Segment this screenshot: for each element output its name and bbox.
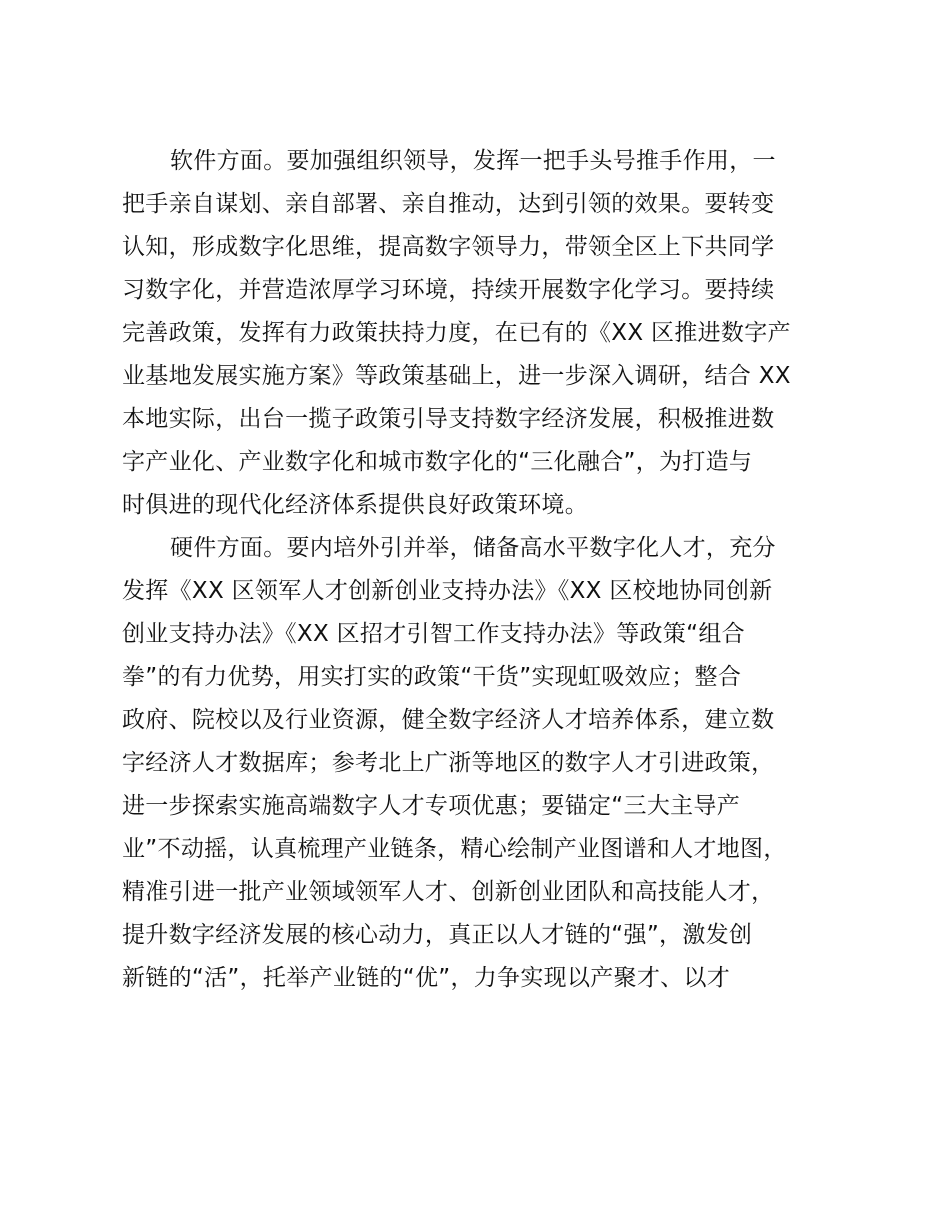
paragraph-software: [122, 140, 834, 527]
paragraph-hardware: [122, 527, 834, 1000]
text-line: 本地实际，出台一揽子政策引导支持数字经济发展，积极推进数: [122, 406, 775, 432]
text-line: 进一步探索实施高端数字人才专项优惠；要锚定“三大主导产: [122, 793, 741, 819]
text-line: 拳”的有力优势，用实打实的政策“干货”实现虹吸效应；整合: [122, 664, 742, 690]
text-line: 把手亲自谋划、亲自部署、亲自推动，达到引领的效果。要转变: [122, 191, 775, 217]
text-line: 习数字化，并营造浓厚学习环境，持续开展数字化学习。要持续: [122, 277, 775, 303]
text-line: 业基地发展实施方案》等政策基础上，进一步深入调研，结合 XX: [122, 363, 791, 389]
text-line: 创业支持办法》《XX 区招才引智工作支持办法》等政策“组合: [122, 621, 745, 647]
document-body: [122, 140, 834, 1000]
text-line: 认知，形成数字化思维，提高数字领导力，带领全区上下共同学: [122, 234, 775, 260]
text-line: 政府、院校以及行业资源，健全数字经济人才培养体系，建立数: [122, 707, 775, 733]
text-line: 字经济人才数据库；参考北上广浙等地区的数字人才引进政策，: [122, 750, 775, 776]
text-line: 新链的“活”，托举产业链的“优”，力争实现以产聚才、以才: [122, 965, 731, 991]
text-line: 软件方面。要加强组织领导，发挥一把手头号推手作用，一: [170, 148, 776, 174]
text-line: 硬件方面。要内培外引并举，储备高水平数字化人才，充分: [170, 535, 776, 561]
text-line: 发挥《XX 区领军人才创新创业支持办法》《XX 区校地协同创新: [122, 578, 773, 604]
text-line: 字产业化、产业数字化和城市数字化的“三化融合”，为打造与: [122, 449, 753, 475]
text-line: 业”不动摇，认真梳理产业链条，精心绘制产业图谱和人才地图，: [122, 836, 787, 862]
text-line: 完善政策，发挥有力政策扶持力度，在已有的《XX 区推进数字产: [122, 320, 791, 346]
text-line: 精准引进一批产业领域领军人才、创新创业团队和高技能人才，: [122, 879, 775, 905]
text-line: 提升数字经济发展的核心动力，真正以人才链的“强”，激发创: [122, 922, 753, 948]
text-line: 时俱进的现代化经济体系提供良好政策环境。: [122, 492, 588, 518]
